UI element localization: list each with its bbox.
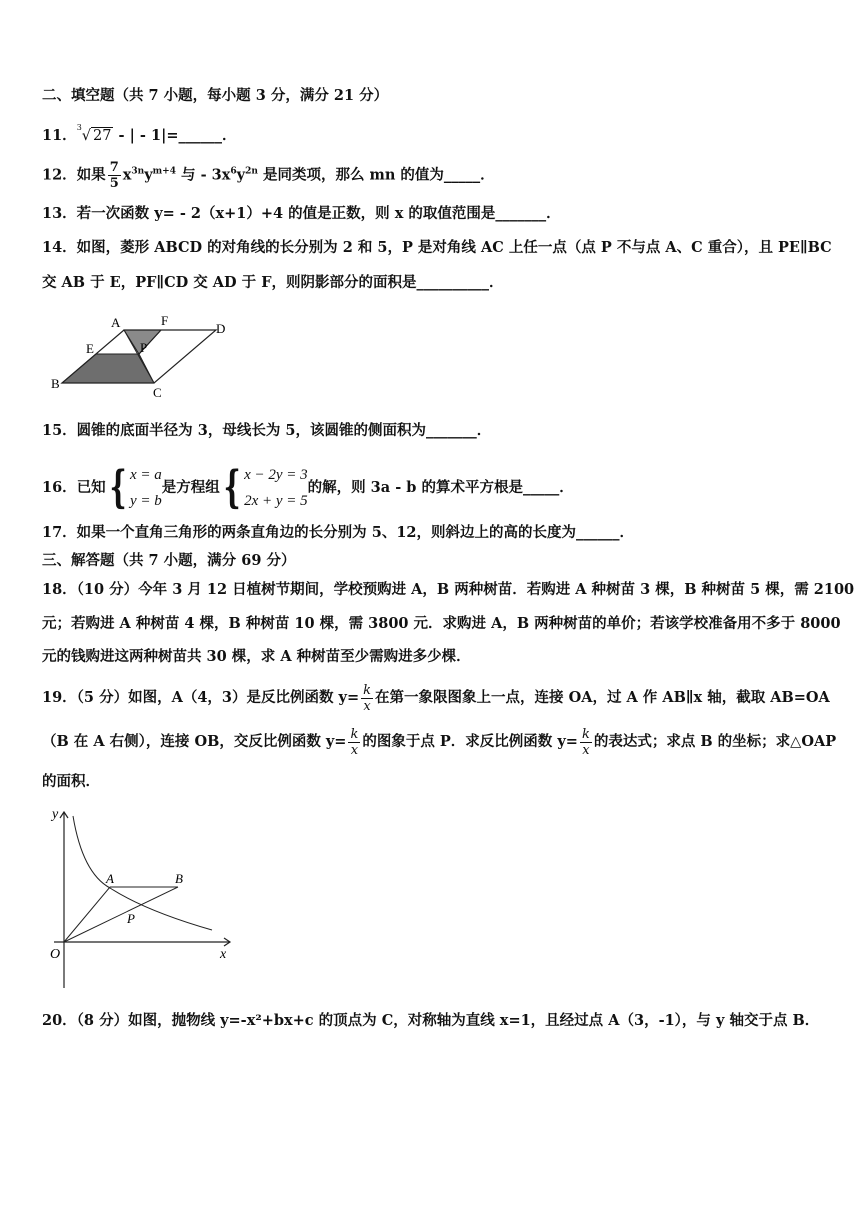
question-16-pre: 已知 (76, 479, 106, 496)
question-12-pre: 如果 (76, 166, 106, 184)
left-brace: { (109, 462, 127, 513)
left-brace: { (223, 462, 241, 513)
section-2-title: 二、填空题（共 7 小题，每小题 3 分，满分 21 分） (42, 87, 389, 104)
exponent: m+4 (152, 166, 176, 177)
fraction-denominator: 5 (109, 176, 119, 191)
radical-sign: √ (81, 128, 92, 144)
fraction-k-over-x (348, 727, 360, 758)
exponent: 3n (131, 166, 145, 177)
radicand: 27 (93, 128, 112, 144)
label-b: B (51, 376, 60, 391)
fraction-denominator: x (363, 698, 371, 714)
question-12-mid: 与 - 3x (175, 166, 231, 184)
question-number: 16． (42, 479, 77, 496)
equation-2: 2x + y = 5 (244, 493, 308, 509)
question-19-l2c: 的表达式；求点 B 的坐标；求△OAP (593, 733, 837, 750)
equation-system (244, 462, 308, 514)
question-11-rest: - | - 1|=______． (113, 127, 237, 144)
label-b: B (175, 871, 183, 886)
question-12-post: 是同类项，那么 mn 的值为_____． (257, 166, 495, 184)
exponent: 6 (230, 166, 237, 177)
question-16 (42, 462, 574, 513)
mono-1b: y (144, 166, 153, 184)
question-16-mid: 是方程组 (161, 479, 220, 496)
question-15: 15．圆锥的底面半径为 3，母线长为 5，该圆锥的侧面积为_______． (42, 422, 492, 439)
section-3-title: 三、解答题（共 7 小题，满分 69 分） (42, 552, 296, 569)
fraction-k-over-x (580, 727, 592, 758)
question-18-line-2: 元；若购进 A 种树苗 4 棵，B 种树苗 10 棵，需 3800 元．求购进 A，B 两种树苗的单价；若该学校准备用不多于 8000 (42, 615, 841, 632)
fraction-denominator: x (582, 742, 590, 758)
rhombus-figure (40, 308, 240, 400)
root-index: 3 (76, 123, 82, 132)
fraction-k-over-x (361, 683, 373, 714)
segment-ob (64, 887, 178, 942)
question-16-post: 的解，则 3a - b 的算术平方根是_____． (307, 479, 574, 496)
label-o: O (50, 947, 61, 962)
question-19-l2a: （B 在 A 右侧），连接 OB，交反比例函数 y= (42, 733, 347, 750)
mono-1: x (122, 166, 132, 184)
hyperbola-curve (73, 816, 212, 930)
solution-system (130, 462, 162, 514)
equation-1: x − 2y = 3 (244, 467, 308, 483)
question-11 (42, 118, 237, 146)
label-y: y (52, 807, 59, 822)
segment-oa (64, 887, 110, 942)
label-p: P (127, 911, 135, 926)
solution-x: x = a (129, 467, 162, 483)
question-20: 20．（8 分）如图，抛物线 y=-x²+bx+c 的顶点为 C，对称轴为直线 x=1，且经过点 A（3，-1），与 y 轴交于点 B． (42, 1012, 820, 1029)
question-19-line-1 (42, 681, 830, 715)
label-a: A (111, 315, 121, 330)
mono-2b: y (236, 166, 246, 184)
hyperbola-figure (40, 806, 240, 996)
fraction (108, 160, 121, 191)
question-19-l2b: 的图象于点 P．求反比例函数 y= (362, 733, 578, 750)
fraction-numerator: k (350, 726, 359, 742)
fraction-numerator: k (363, 682, 372, 698)
label-e: E (86, 341, 94, 356)
fraction-numerator: 7 (109, 160, 119, 175)
label-f: F (161, 313, 169, 328)
question-number: 12． (42, 166, 77, 184)
solution-y: y = b (129, 493, 162, 509)
question-18-line-3: 元的钱购进这两种树苗共 30 棵，求 A 种树苗至少需购进多少棵． (42, 648, 471, 665)
question-number: 11． (42, 127, 77, 144)
label-p: P (140, 340, 148, 355)
label-c: C (153, 385, 162, 400)
question-13: 13．若一次函数 y= - 2（x+1）+4 的值是正数，则 x 的取值范围是_______． (42, 205, 561, 222)
question-17: 17．如果一个直角三角形的两条直角边的长分别为 5、12，则斜边上的高的长度为______． (42, 524, 634, 541)
question-19-l1b: 在第一象限图象上一点，连接 OA，过 A 作 AB∥x 轴，截取 AB=OA (375, 689, 830, 706)
question-14-line-1: 14．如图，菱形 ABCD 的对角线的长分别为 2 和 5，P 是对角线 AC 上任一点（点 P 不与点 A、C 重合），且 PE∥BC (42, 239, 832, 256)
label-d: D (216, 321, 226, 336)
exponent: 2n (245, 166, 258, 177)
question-19-line-3: 的面积． (42, 773, 100, 790)
fraction-denominator: x (350, 742, 359, 758)
label-x: x (220, 947, 227, 962)
question-19-line-2 (42, 725, 836, 759)
question-18-line-1: 18．（10 分）今年 3 月 12 日植树节期间，学校预购进 A，B 两种树苗．若购进 A 种树苗 3 棵，B 种树苗 5 棵，需 2100 (42, 581, 855, 598)
question-14-line-2: 交 AB 于 E，PF∥CD 交 AD 于 F，则阴影部分的面积是__________． (42, 274, 504, 291)
label-a: A (106, 871, 114, 886)
question-12 (42, 160, 495, 191)
question-19-l1a: 19．（5 分）如图，A（4，3）是反比例函数 y= (42, 689, 360, 706)
fraction-numerator: k (581, 726, 590, 742)
